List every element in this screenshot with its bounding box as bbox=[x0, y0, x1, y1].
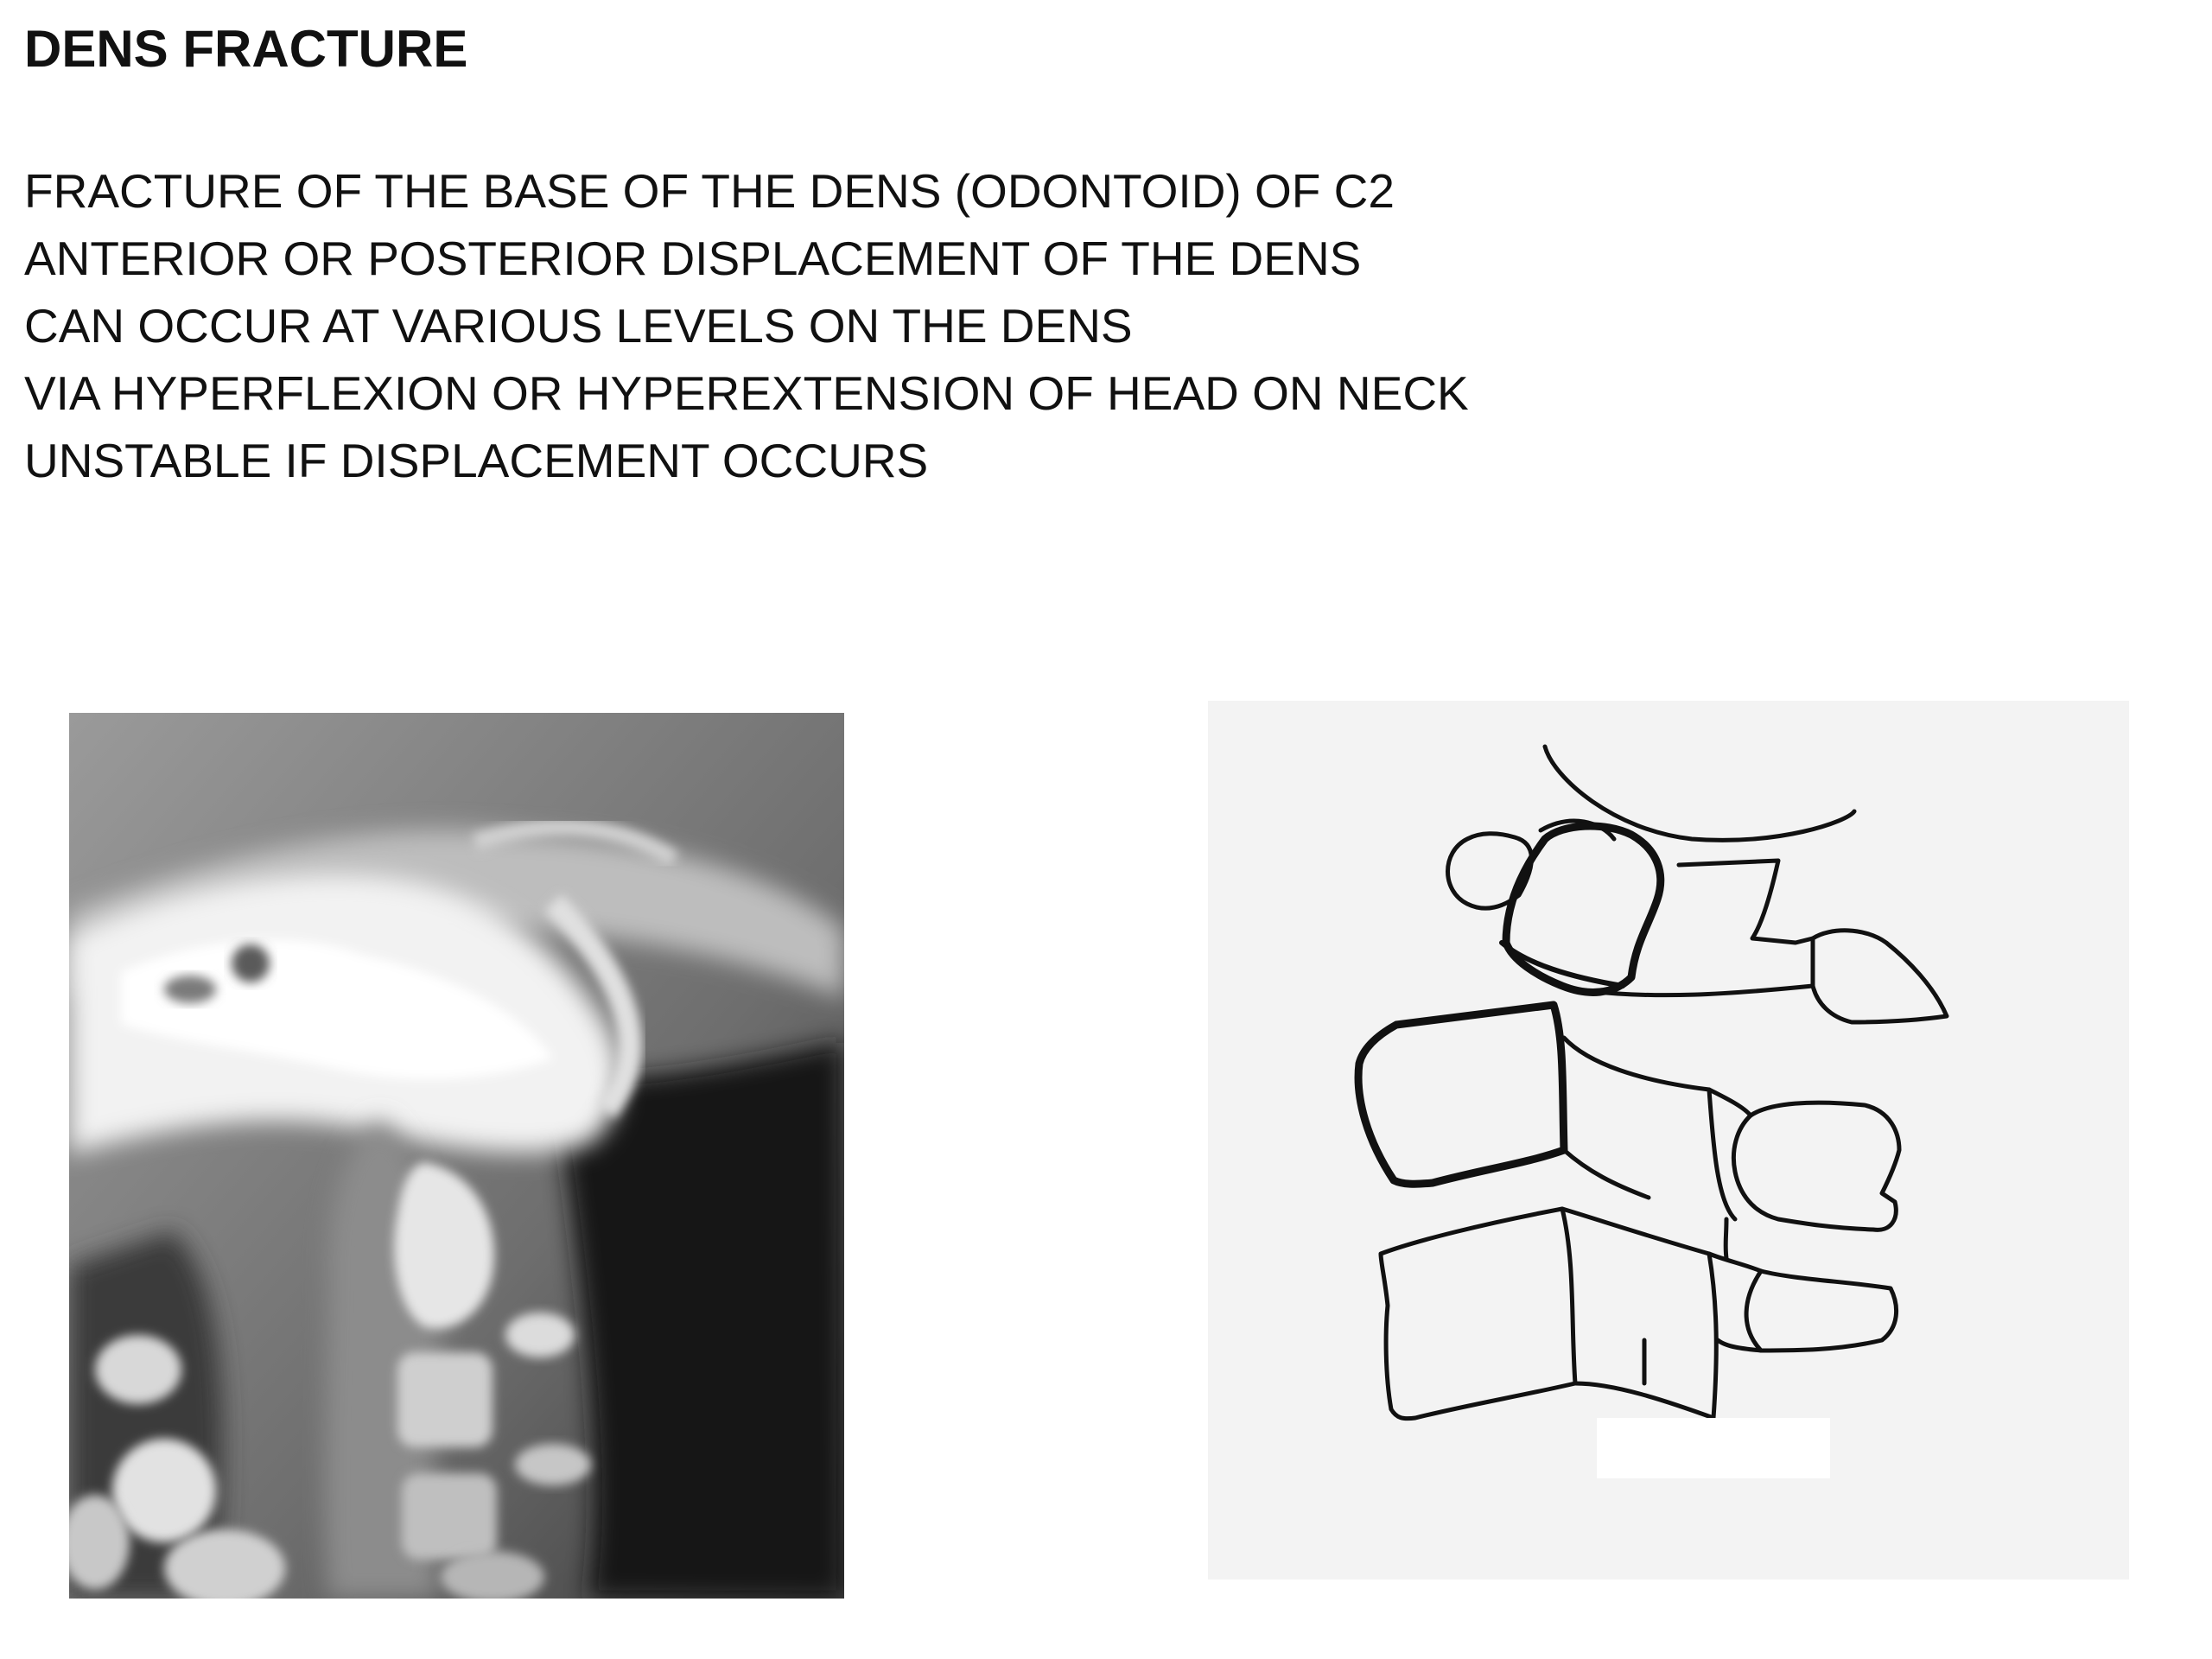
dens-fracture-diagram bbox=[1208, 701, 2129, 1580]
xray-graphic bbox=[69, 713, 844, 1599]
key-point: ANTERIOR OR POSTERIOR DISPLACEMENT OF THE DENS bbox=[24, 232, 1362, 285]
slide-title: DENS FRACTURE bbox=[24, 20, 468, 78]
diagram-graphic bbox=[1208, 701, 2129, 1580]
key-point: FRACTURE OF THE BASE OF THE DENS (ODONTOID) OF C2 bbox=[24, 164, 1395, 218]
key-point: VIA HYPERFLEXION OR HYPEREXTENSION OF HEAD ON NECK bbox=[24, 366, 1469, 420]
cervical-xray-image bbox=[69, 713, 844, 1599]
key-point: CAN OCCUR AT VARIOUS LEVELS ON THE DENS bbox=[24, 299, 1133, 353]
key-points-list bbox=[24, 157, 1469, 494]
key-point: UNSTABLE IF DISPLACEMENT OCCURS bbox=[24, 434, 929, 487]
